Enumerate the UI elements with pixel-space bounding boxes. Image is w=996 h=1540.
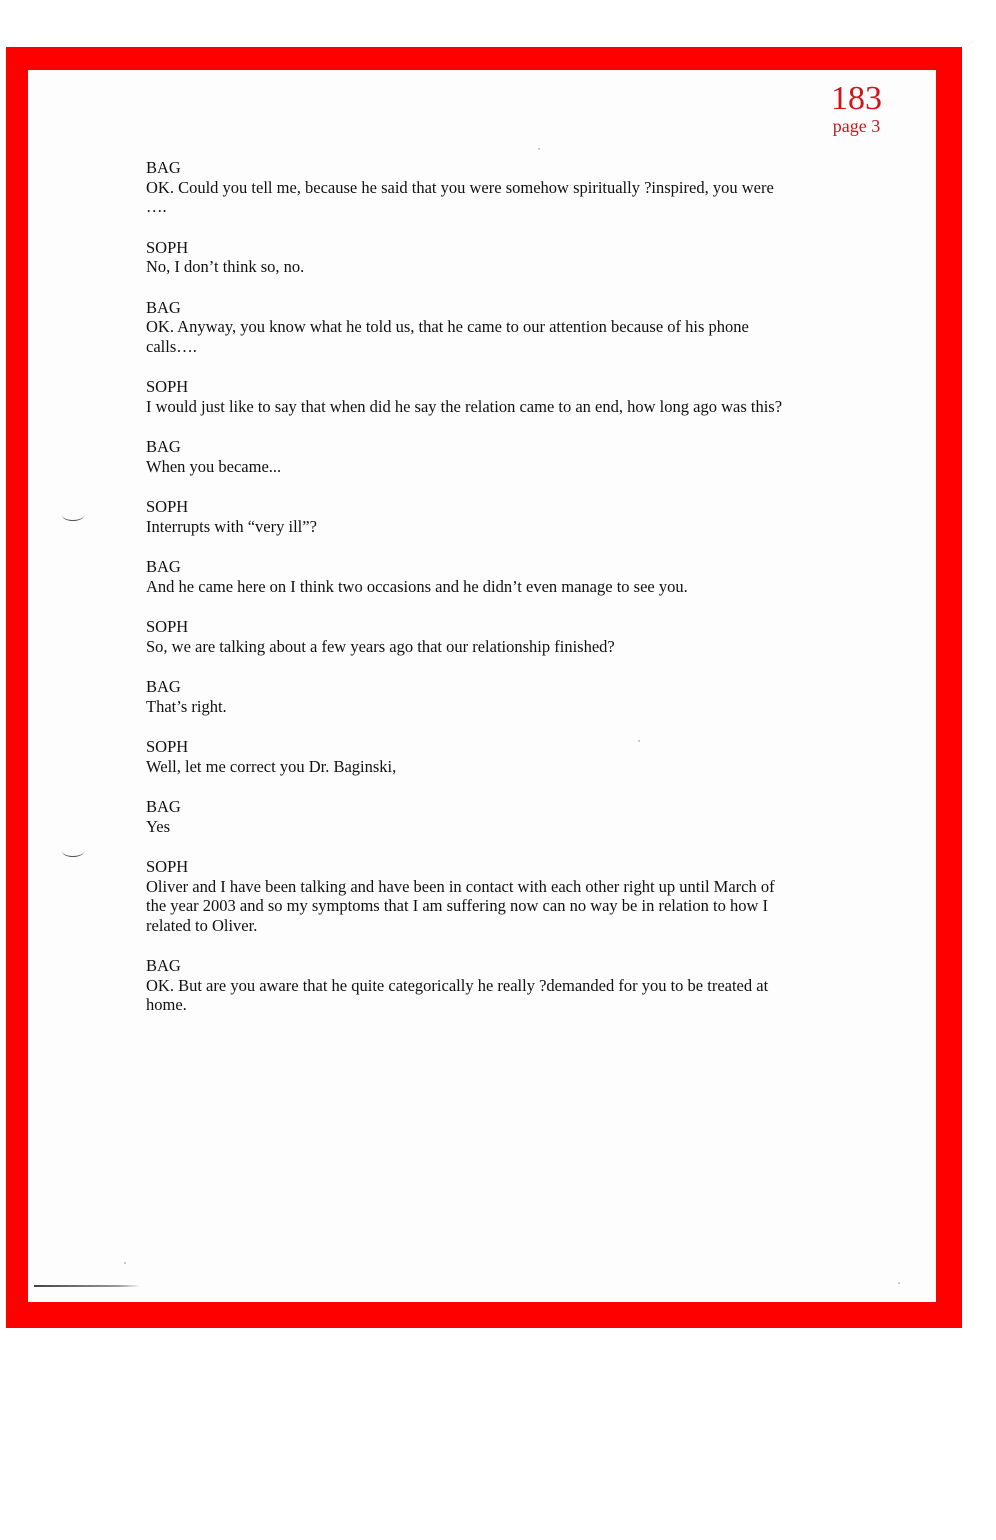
speech-text: That’s right. xyxy=(146,696,227,716)
hole-punch-mark xyxy=(62,846,84,857)
footer-rule xyxy=(34,1285,140,1287)
transcript-entry xyxy=(146,497,786,536)
speech-text: OK. But are you aware that he quite categorically he really ?demanded for you to be treated at home. xyxy=(146,975,769,1014)
transcript-entry xyxy=(146,617,786,656)
speech-text: Oliver and I have been talking and have been in contact with each other right up until March of the year 2003 and so my symptoms that I am suffering now can no way be in relation to how I related to Oliver. xyxy=(146,876,775,935)
speaker-label: BAG xyxy=(146,557,181,576)
transcript-entry xyxy=(146,557,786,596)
speaker-label: SOPH xyxy=(146,857,189,876)
transcript-entry xyxy=(146,797,786,836)
page-number-stamp xyxy=(831,82,882,136)
speaker-label: BAG xyxy=(146,158,181,177)
speech-text: OK. Could you tell me, because he said that you were somehow spiritually ?inspired, you were …. xyxy=(146,177,774,216)
speech-text: OK. Anyway, you know what he told us, that he came to our attention because of his phone calls…. xyxy=(146,317,749,356)
speaker-label: SOPH xyxy=(146,377,189,396)
page-label: page 3 xyxy=(832,116,881,136)
speech-text: No, I don’t think so, no. xyxy=(146,257,305,276)
transcript xyxy=(146,158,786,1036)
scan-speck xyxy=(898,1282,900,1284)
page-number: 183 xyxy=(831,80,882,117)
scan-speck xyxy=(124,1262,126,1264)
speaker-label: SOPH xyxy=(146,737,189,756)
transcript-entry xyxy=(146,377,786,416)
hole-punch-mark xyxy=(62,510,84,521)
transcript-entry xyxy=(146,857,786,935)
speech-text: When you became... xyxy=(146,456,282,476)
transcript-entry xyxy=(146,956,786,1015)
speaker-label: BAG xyxy=(146,437,181,456)
speech-text: Interrupts with “very ill”? xyxy=(146,516,317,536)
speech-text: I would just like to say that when did he say the relation came to an end, how long ago was this? xyxy=(146,396,783,416)
speaker-label: SOPH xyxy=(146,617,189,636)
speaker-label: BAG xyxy=(146,297,181,317)
scan-speck xyxy=(538,148,540,150)
transcript-entry xyxy=(146,677,786,716)
speech-text: So, we are talking about a few years ago that our relationship finished? xyxy=(146,636,615,656)
transcript-entry xyxy=(146,158,786,217)
speaker-label: SOPH xyxy=(146,237,189,257)
transcript-entry xyxy=(146,437,786,476)
speech-text: Well, let me correct you Dr. Baginski, xyxy=(146,756,397,776)
speaker-label: BAG xyxy=(146,797,181,816)
transcript-entry xyxy=(146,737,786,776)
speaker-label: BAG xyxy=(146,677,181,696)
transcript-entry xyxy=(146,238,786,277)
document-page xyxy=(28,70,936,1302)
speech-text: Yes xyxy=(146,816,171,836)
speaker-label: SOPH xyxy=(146,497,189,516)
speaker-label: BAG xyxy=(146,956,181,975)
speech-text: And he came here on I think two occasions and he didn’t even manage to see you. xyxy=(146,576,688,596)
transcript-entry xyxy=(146,298,786,357)
